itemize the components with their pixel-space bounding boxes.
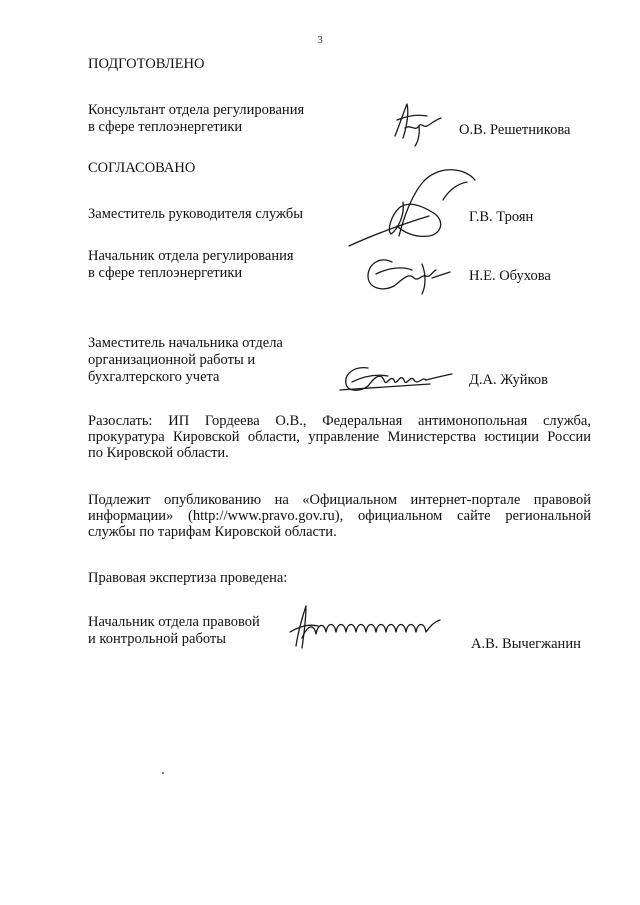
- agreed-heading: СОГЛАСОВАНО: [88, 160, 196, 176]
- prepared-position-line1: Консультант отдела регулирования: [88, 102, 305, 118]
- signature-zhuykov: [338, 360, 458, 398]
- scan-speck: [162, 772, 164, 774]
- legal-head-position-line2: и контрольной работы: [88, 631, 226, 647]
- deputy-head-name: Г.В. Троян: [469, 209, 534, 225]
- head-regulation-position-line1: Начальник отдела регулирования: [88, 248, 294, 264]
- legal-head-position-line1: Начальник отдела правовой: [88, 614, 260, 630]
- distribution-line1: Разослать: ИП Гордеева О.В., Федеральная антимонопольная служба,: [88, 413, 591, 429]
- prepared-name: О.В. Решетникова: [459, 122, 571, 138]
- prepared-position-line2: в сфере теплоэнергетики: [88, 119, 243, 135]
- publication-line3: службы по тарифам Кировской области.: [88, 524, 337, 540]
- prepared-heading: ПОДГОТОВЛЕНО: [88, 56, 205, 72]
- head-regulation-name: Н.Е. Обухова: [469, 268, 551, 284]
- distribution-paragraph: [88, 413, 591, 461]
- signature-obukhova: [362, 250, 454, 298]
- deputy-org-position-line1: Заместитель начальника отдела: [88, 335, 283, 351]
- distribution-line3: по Кировской области.: [88, 445, 229, 461]
- signature-reshetnikova: [385, 98, 455, 148]
- page-number: 3: [317, 34, 323, 46]
- signature-troyan: [345, 160, 485, 255]
- publication-line2: информации» (http://www.pravo.gov.ru), официальном сайте региональной: [88, 508, 591, 524]
- distribution-line2: прокуратура Кировской области, управление Министерства юстиции России: [88, 429, 591, 445]
- signature-vychegzhanin: [284, 602, 446, 652]
- publication-paragraph: [88, 492, 591, 540]
- deputy-head-position: Заместитель руководителя службы: [88, 206, 304, 222]
- deputy-org-position-line2: организационной работы и: [88, 352, 256, 368]
- publication-line1: Подлежит опубликованию на «Официальном интернет-портале правовой: [88, 492, 591, 508]
- deputy-org-position-line3: бухгалтерского учета: [88, 369, 220, 385]
- head-regulation-position-line2: в сфере теплоэнергетики: [88, 265, 243, 281]
- legal-head-name: А.В. Вычегжанин: [471, 636, 581, 652]
- deputy-org-name: Д.А. Жуйков: [469, 372, 548, 388]
- legal-review-heading: Правовая экспертиза проведена:: [88, 570, 288, 586]
